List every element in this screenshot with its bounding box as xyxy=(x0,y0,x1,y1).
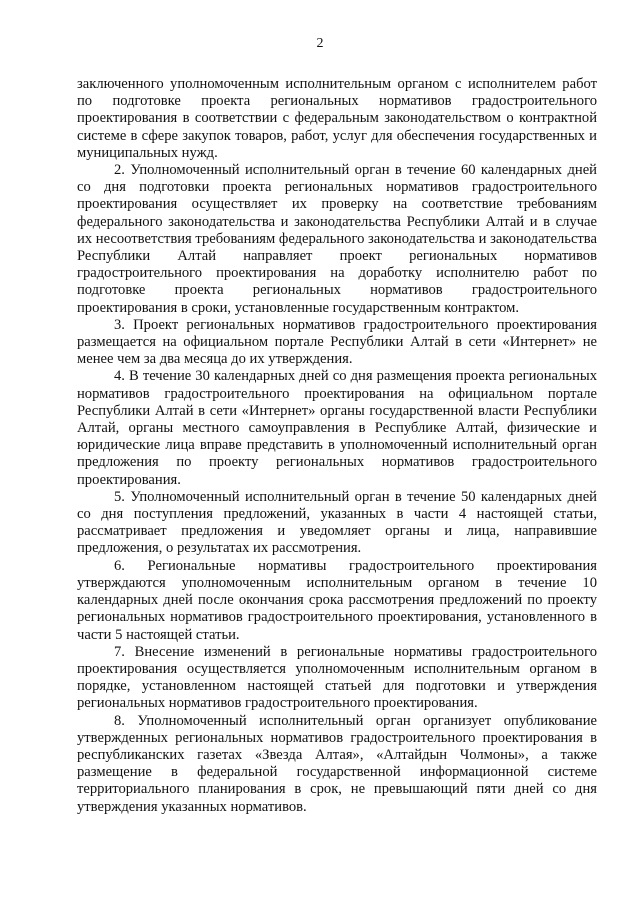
page-number: 2 xyxy=(316,36,324,51)
paragraph-item-5: 5. Уполномоченный исполнительный орган в течение 50 календарных дней со дня поступления предложений, указанных в части 4 настоящей статьи, рассматривает предложения и уведомляет органы и лица, направившие предложения, о результатах их рассмотрения. xyxy=(77,488,597,557)
paragraph-item-3: 3. Проект региональных нормативов градостроительного проектирования размещается на официальном портале Республики Алтай в сети «Интернет» не менее чем за два месяца до их утверждения. xyxy=(77,316,597,368)
paragraph-item-6: 6. Региональные нормативы градостроительного проектирования утверждаются уполномоченным исполнительным органом в течение 10 календарных дней после окончания срока рассмотрения предложений по проекту региональных нормативов градостроительного проектирования, установленного в части 5 настоящей статьи. xyxy=(77,557,597,643)
paragraph-item-7: 7. Внесение изменений в региональные нормативы градостроительного проектирования осуществляется уполномоченным исполнительным органом в порядке, установленном настоящей статьей для подготовки и утверждения региональных нормативов градостроительного проектирования. xyxy=(77,643,597,712)
paragraph-item-8: 8. Уполномоченный исполнительный орган организует опубликование утвержденных региональных нормативов градостроительного проектирования в республиканских газетах «Звезда Алтая», «Алтайдын Чолмоны», а также размещение в федеральной государственной информационной системе территориального планирования в срок, не превышающий пяти дней со дня утверждения указанных нормативов. xyxy=(77,712,597,815)
paragraph-item-4: 4. В течение 30 календарных дней со дня размещения проекта региональных нормативов градостроительного проектирования на официальном портале Республики Алтай в сети «Интернет» органы государственной власти Республики Алтай, органы местного самоуправления в Республике Алтай, физические и юридические лица вправе представить в уполномоченный исполнительный орган предложения по проекту региональных нормативов градостроительного проектирования. xyxy=(77,368,597,488)
document-body xyxy=(77,76,597,816)
paragraph-item-2: 2. Уполномоченный исполнительный орган в течение 60 календарных дней со дня подготовки проекта региональных нормативов градостроительного проектирования осуществляет их проверку на соответствие требованиям федерального законодательства и законодательства Республики Алтай и в случае их несоответствия требованиям федерального законодательства и законодательства Республики Алтай направляет проект региональных нормативов градостроительного проектирования на доработку исполнителю работ по подготовке проекта региональных нормативов градостроительного проектирования в сроки, установленные государственным контрактом. xyxy=(77,162,597,316)
paragraph-continuation: заключенного уполномоченным исполнительным органом с исполнителем работ по подготовке проекта региональных нормативов градостроительного проектирования в соответствии с федеральным законодательством о контрактной системе в сфере закупок товаров, работ, услуг для обеспечения государственных и муниципальных нужд. xyxy=(77,76,597,161)
